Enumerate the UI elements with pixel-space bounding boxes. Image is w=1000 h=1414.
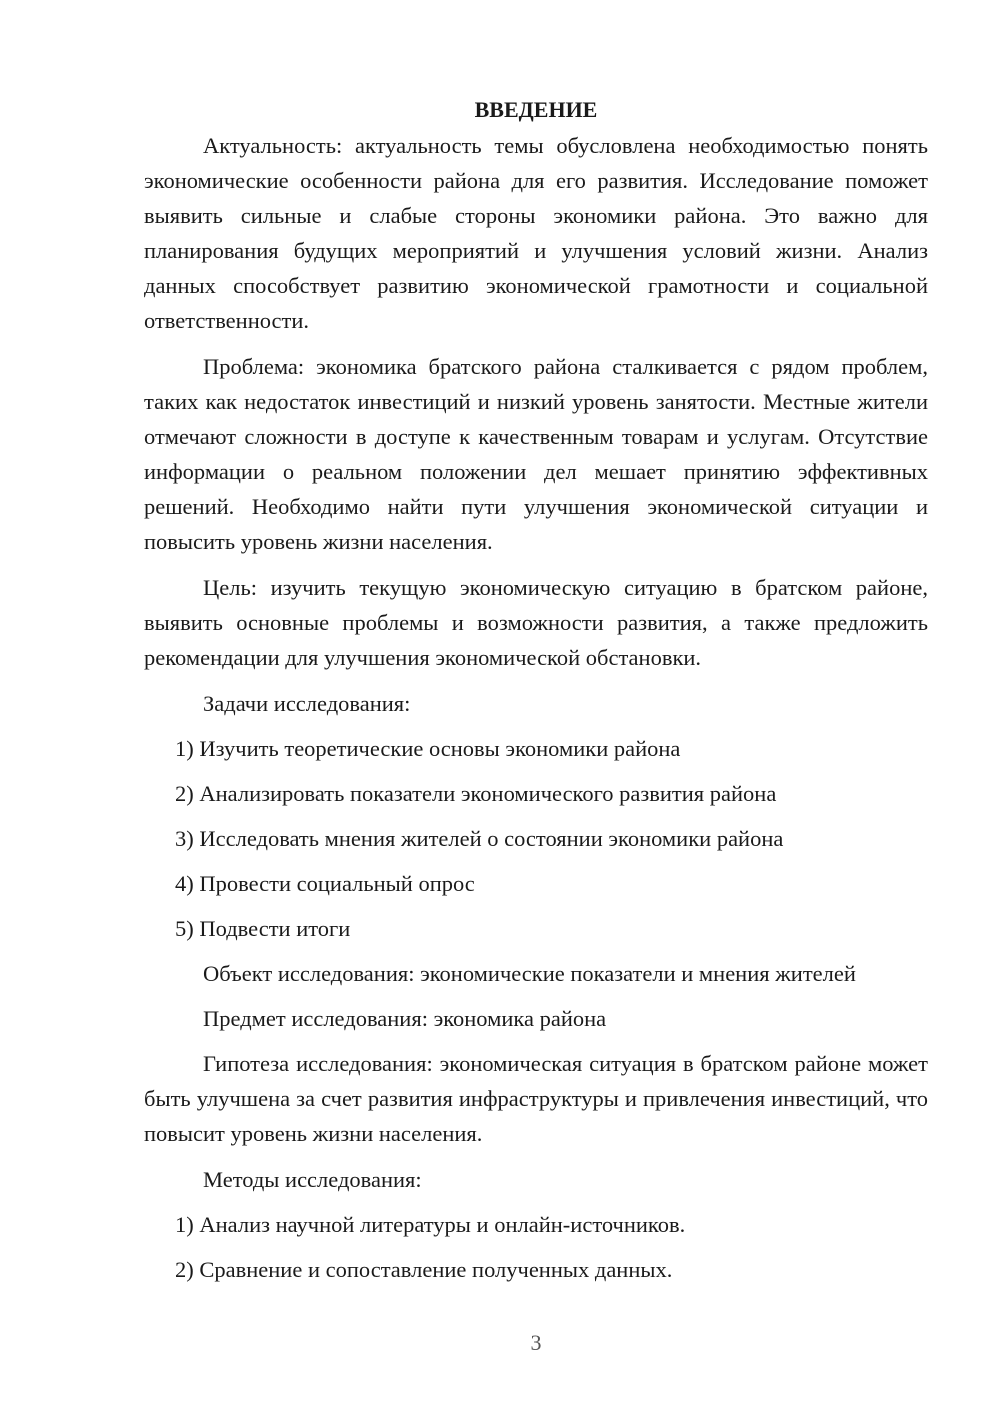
task-item: 2) Анализировать показатели экономического развития района: [175, 781, 777, 806]
document-page: [144, 92, 928, 1297]
hypothesis-paragraph: Гипотеза исследования: экономическая ситуация в братском районе может быть улучшена за счет развития инфраструктуры и привлечения инвестиций, что повысит уровень жизни населения.: [144, 1051, 928, 1146]
task-item: 3) Исследовать мнения жителей о состоянии экономики района: [175, 826, 784, 851]
task-item: 4) Провести социальный опрос: [175, 871, 475, 896]
research-object: Объект исследования: экономические показатели и мнения жителей: [203, 961, 856, 986]
task-item: 1) Изучить теоретические основы экономики района: [175, 736, 681, 761]
page-number: 3: [530, 1330, 542, 1355]
research-subject: Предмет исследования: экономика района: [203, 1006, 607, 1031]
task-item: 5) Подвести итоги: [175, 916, 351, 941]
relevance-paragraph: Актуальность: актуальность темы обусловлена необходимостью понять экономические особенности района для его развития. Исследование поможет выявить сильные и слабые стороны экономики района. Это важно для планирования будущих мероприятий и улучшения условий жизни. Анализ данных способствует развитию экономической грамотности и социальной ответственности.: [144, 133, 928, 333]
problem-paragraph: Проблема: экономика братского района сталкивается с рядом проблем, таких как недостаток инвестиций и низкий уровень занятости. Местные жители отмечают сложности в доступе к качественным товарам и услугам. Отсутствие информации о реальном положении дел мешает принятию эффективных решений. Необходимо найти пути улучшения экономической ситуации и повысить уровень жизни населения.: [144, 354, 928, 554]
goal-paragraph: Цель: изучить текущую экономическую ситуацию в братском районе, выявить основные проблемы и возможности развития, а также предложить рекомендации для улучшения экономической обстановки.: [144, 575, 928, 670]
method-item: 1) Анализ научной литературы и онлайн-источников.: [175, 1212, 686, 1237]
method-item: 2) Сравнение и сопоставление полученных данных.: [175, 1257, 673, 1282]
tasks-heading: Задачи исследования:: [203, 691, 411, 716]
section-title: ВВЕДЕНИЕ: [474, 97, 598, 122]
methods-heading: Методы исследования:: [203, 1167, 422, 1192]
